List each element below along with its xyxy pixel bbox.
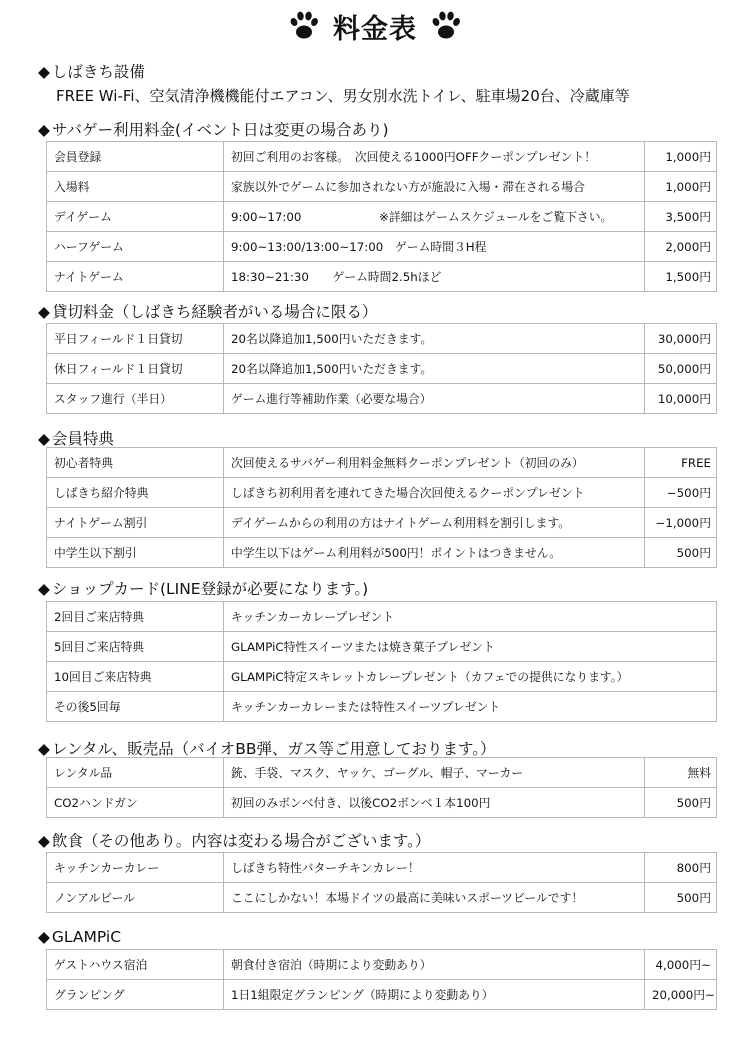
heading-text: 飲食（その他あり。内容は変わる場合がございます。） bbox=[51, 832, 431, 850]
row-desc: 朝食付き宿泊（時期により変動あり） bbox=[224, 950, 645, 980]
row-desc-time: 9:00~17:00 bbox=[231, 210, 302, 224]
row-desc: ゲーム進行等補助作業（必要な場合） bbox=[224, 384, 645, 414]
facility-text: FREE Wi-Fi、空気清浄機機能付エアコン、男女別水洗トイレ、駐車場20台、冷蔵庫等 bbox=[56, 87, 630, 105]
row-desc: しばきち特性バターチキンカレー！ bbox=[224, 853, 645, 883]
table-row bbox=[47, 478, 717, 508]
table-row bbox=[47, 692, 717, 722]
table-row bbox=[47, 662, 717, 692]
table-row bbox=[47, 232, 717, 262]
row-desc-note: ※詳細はゲームスケジュールをご覧下さい。 bbox=[379, 210, 613, 224]
row-desc: 18:30~21:30 ゲーム時間2.5hほど bbox=[224, 262, 645, 292]
row-name: ハーフゲーム bbox=[47, 232, 224, 262]
row-name: 2回目ご来店特典 bbox=[47, 602, 224, 632]
row-price: 1,500円 bbox=[645, 262, 717, 292]
bullet-diamond: ◆ bbox=[38, 63, 50, 81]
row-desc: 銃、手袋、マスク、ヤッケ、ゴーグル、帽子、マーカー bbox=[224, 758, 645, 788]
heading-text: レンタル、販売品（バイオBB弾、ガス等ご用意しております。） bbox=[51, 740, 496, 758]
row-price: −1,000円 bbox=[645, 508, 717, 538]
row-name: CO2ハンドガン bbox=[47, 788, 224, 818]
row-price: 30,000円 bbox=[645, 324, 717, 354]
table-row bbox=[47, 508, 717, 538]
section-heading-facilities bbox=[38, 60, 145, 82]
row-name: 5回目ご来店特典 bbox=[47, 632, 224, 662]
row-name: ナイトゲーム割引 bbox=[47, 508, 224, 538]
row-name: しばきち紹介特典 bbox=[47, 478, 224, 508]
heading-text: GLAMPiC bbox=[51, 928, 122, 946]
row-name: キッチンカーカレー bbox=[47, 853, 224, 883]
row-price: 10,000円 bbox=[645, 384, 717, 414]
row-desc: キッチンカーカレープレゼント bbox=[224, 602, 717, 632]
charter-price-table bbox=[46, 323, 717, 414]
title-row bbox=[0, 6, 750, 46]
row-price: 800円 bbox=[645, 853, 717, 883]
row-desc bbox=[224, 202, 645, 232]
row-desc: GLAMPiC特定スキレットカレープレゼント（カフェでの提供になります。） bbox=[224, 662, 717, 692]
bullet-diamond: ◆ bbox=[38, 121, 50, 139]
row-price: 4,000円~ bbox=[645, 950, 717, 980]
row-name: ナイトゲーム bbox=[47, 262, 224, 292]
row-desc: キッチンカーカレーまたは特性スイーツプレゼント bbox=[224, 692, 717, 722]
paw-print-icon bbox=[429, 9, 463, 43]
table-row bbox=[47, 758, 717, 788]
table-row bbox=[47, 538, 717, 568]
bullet-diamond: ◆ bbox=[38, 928, 50, 946]
row-price: 2,000円 bbox=[645, 232, 717, 262]
row-desc: 20名以降追加1,500円いただきます。 bbox=[224, 354, 645, 384]
table-row bbox=[47, 354, 717, 384]
row-name: ノンアルビール bbox=[47, 883, 224, 913]
row-name: 初心者特典 bbox=[47, 448, 224, 478]
section-heading-member-benefits bbox=[38, 427, 114, 449]
row-name: 中学生以下割引 bbox=[47, 538, 224, 568]
table-row bbox=[47, 142, 717, 172]
row-desc: 次回使えるサバゲー利用料金無料クーポンプレゼント（初回のみ） bbox=[224, 448, 645, 478]
table-row bbox=[47, 172, 717, 202]
row-price: 1,000円 bbox=[645, 172, 717, 202]
table-row bbox=[47, 262, 717, 292]
row-name: ゲストハウス宿泊 bbox=[47, 950, 224, 980]
row-price: 1,000円 bbox=[645, 142, 717, 172]
table-row bbox=[47, 632, 717, 662]
row-name: 10回目ご来店特典 bbox=[47, 662, 224, 692]
food-table bbox=[46, 852, 717, 913]
paw-print-icon bbox=[287, 9, 321, 43]
row-name: グランピング bbox=[47, 980, 224, 1010]
rental-table bbox=[46, 757, 717, 818]
row-name: 入場料 bbox=[47, 172, 224, 202]
table-row bbox=[47, 980, 717, 1010]
table-row bbox=[47, 384, 717, 414]
row-price: −500円 bbox=[645, 478, 717, 508]
heading-text: サバゲー利用料金(イベント日は変更の場合あり) bbox=[51, 121, 389, 139]
section-heading-food bbox=[38, 829, 430, 851]
table-row bbox=[47, 788, 717, 818]
row-name: レンタル品 bbox=[47, 758, 224, 788]
table-row bbox=[47, 853, 717, 883]
row-name: 休日フィールド１日貸切 bbox=[47, 354, 224, 384]
bullet-diamond: ◆ bbox=[38, 430, 50, 448]
heading-text: しばきち設備 bbox=[51, 63, 145, 81]
row-price: 50,000円 bbox=[645, 354, 717, 384]
table-row bbox=[47, 950, 717, 980]
row-price: 3,500円 bbox=[645, 202, 717, 232]
page-title: 料金表 bbox=[333, 13, 417, 45]
glampic-table bbox=[46, 949, 717, 1010]
section-heading-survival-game bbox=[38, 118, 389, 140]
row-desc: 家族以外でゲームに参加されない方が施設に入場・滞在される場合 bbox=[224, 172, 645, 202]
row-name: 会員登録 bbox=[47, 142, 224, 172]
row-price: 20,000円~ bbox=[645, 980, 717, 1010]
row-desc: 初回ご利用のお客様。 次回使える1000円OFFクーポンプレゼント！ bbox=[224, 142, 645, 172]
survival-game-price-table bbox=[46, 141, 717, 292]
section-heading-charter bbox=[38, 300, 377, 322]
row-name: デイゲーム bbox=[47, 202, 224, 232]
shop-card-table bbox=[46, 601, 717, 722]
row-price: 500円 bbox=[645, 883, 717, 913]
row-price: 500円 bbox=[645, 538, 717, 568]
row-desc: デイゲームからの利用の方はナイトゲーム利用料を割引します。 bbox=[224, 508, 645, 538]
row-name: その後5回毎 bbox=[47, 692, 224, 722]
table-row bbox=[47, 883, 717, 913]
row-desc: ここにしかない！本場ドイツの最高に美味いスポーツビールです！ bbox=[224, 883, 645, 913]
row-price: FREE bbox=[645, 448, 717, 478]
heading-text: 会員特典 bbox=[51, 430, 114, 448]
section-heading-rental bbox=[38, 737, 496, 759]
row-name: 平日フィールド１日貸切 bbox=[47, 324, 224, 354]
row-desc: 中学生以下はゲーム利用料が500円！ポイントはつきません。 bbox=[224, 538, 645, 568]
bullet-diamond: ◆ bbox=[38, 303, 50, 321]
bullet-diamond: ◆ bbox=[38, 740, 50, 758]
heading-text: 貸切料金（しばきち経験者がいる場合に限る） bbox=[51, 303, 378, 321]
bullet-diamond: ◆ bbox=[38, 580, 50, 598]
row-price: 無料 bbox=[645, 758, 717, 788]
section-heading-shop-card bbox=[38, 577, 368, 599]
row-desc: GLAMPiC特性スイーツまたは焼き菓子プレゼント bbox=[224, 632, 717, 662]
table-row bbox=[47, 324, 717, 354]
row-desc: 20名以降追加1,500円いただきます。 bbox=[224, 324, 645, 354]
bullet-diamond: ◆ bbox=[38, 832, 50, 850]
row-desc: しばきち初利用者を連れてきた場合次回使えるクーポンプレゼント bbox=[224, 478, 645, 508]
heading-text: ショップカード(LINE登録が必要になります。) bbox=[51, 580, 369, 598]
row-price: 500円 bbox=[645, 788, 717, 818]
row-name: スタッフ進行（半日） bbox=[47, 384, 224, 414]
member-benefits-table bbox=[46, 447, 717, 568]
row-desc: 初回のみボンベ付き、以後CO2ボンベ１本100円 bbox=[224, 788, 645, 818]
row-desc: 9:00~13:00/13:00~17:00 ゲーム時間３H程 bbox=[224, 232, 645, 262]
table-row bbox=[47, 448, 717, 478]
section-heading-glampic bbox=[38, 928, 121, 946]
table-row bbox=[47, 202, 717, 232]
row-desc: 1日1組限定グランピング（時期により変動あり） bbox=[224, 980, 645, 1010]
table-row bbox=[47, 602, 717, 632]
